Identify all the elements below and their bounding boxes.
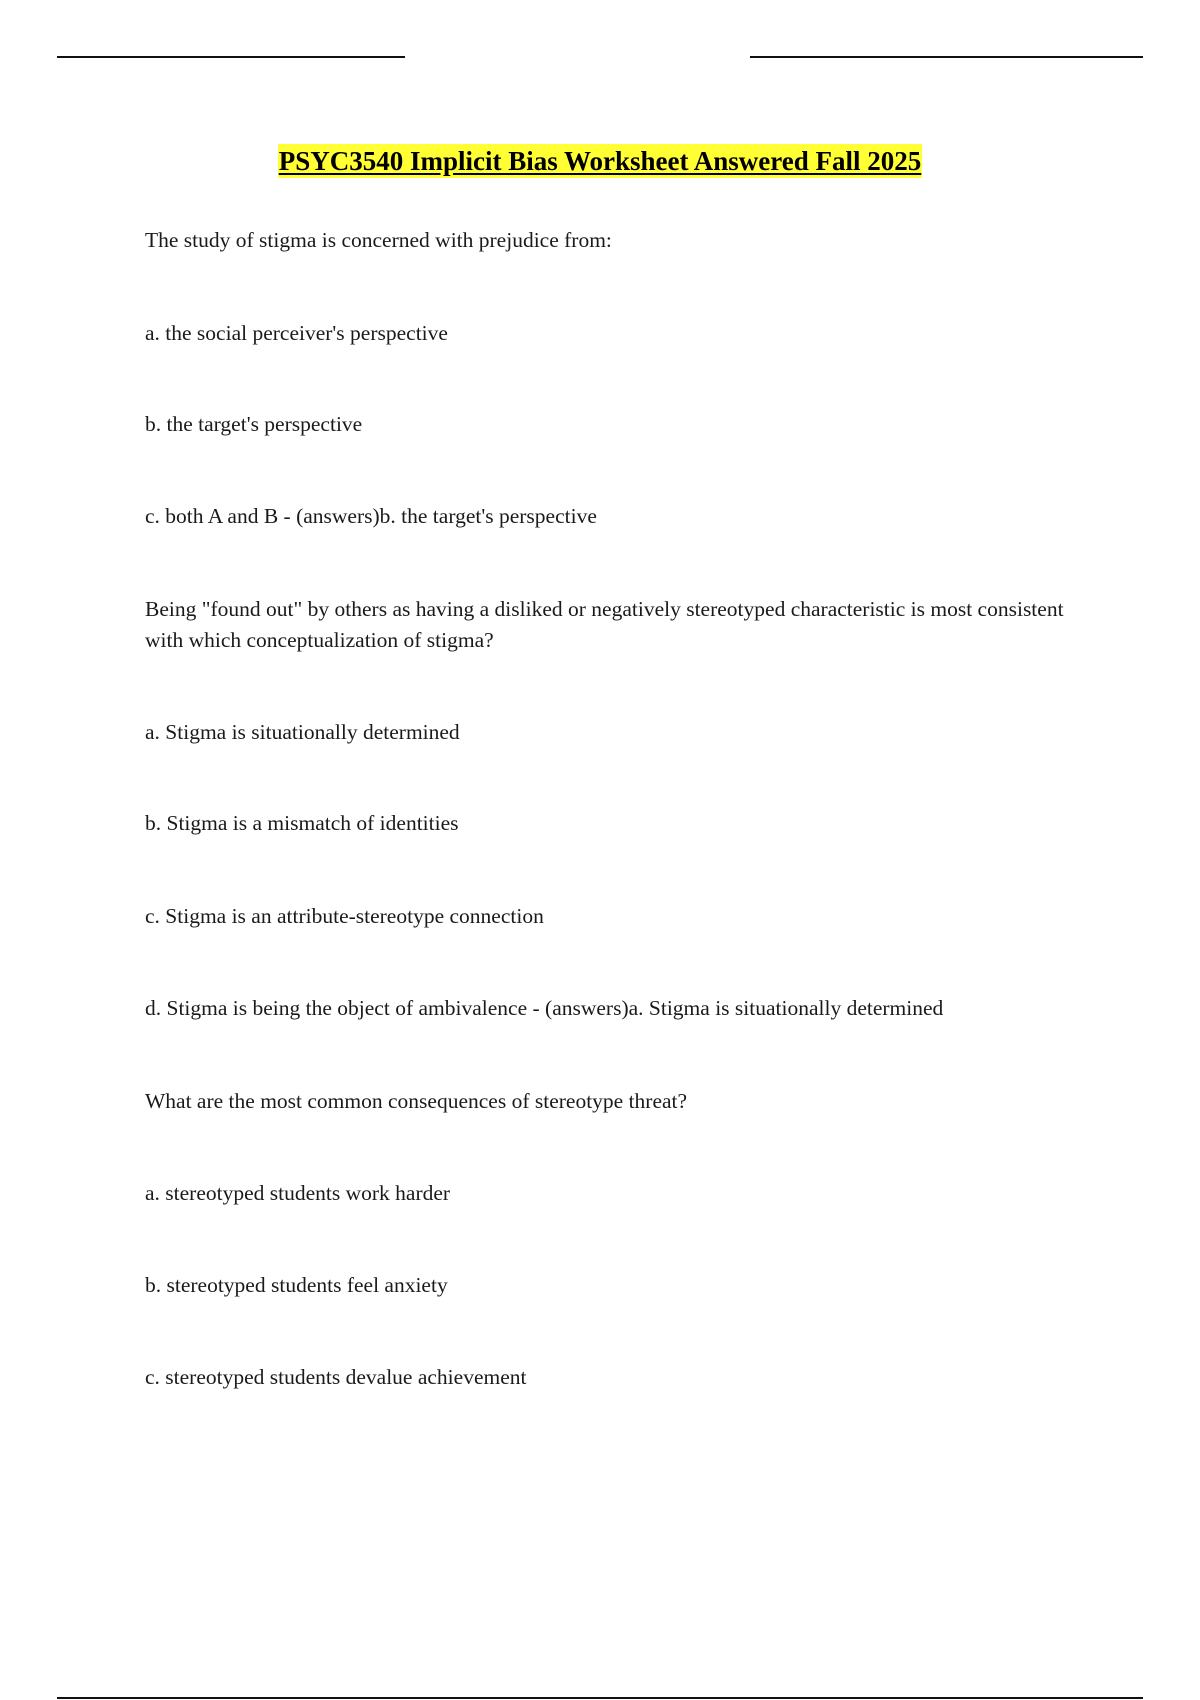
footer-rule [57, 1697, 1143, 1699]
question-3-option-a: a. stereotyped students work harder [145, 1181, 451, 1205]
question-3-option-c: c. stereotyped students devalue achievement [145, 1365, 527, 1389]
question-2-option-a: a. Stigma is situationally determined [145, 720, 460, 744]
question-2-option-d: d. Stigma is being the object of ambivalence - (answers)a. Stigma is situationally determined [145, 996, 944, 1020]
question-1-option-b: b. the target's perspective [145, 412, 363, 436]
question-3-stem: What are the most common consequences of stereotype threat? [145, 1089, 688, 1113]
header-rule-right [750, 56, 1143, 58]
question-2-stem: Being "found out" by others as having a disliked or negatively stereotyped characteristic is most consistent with which conceptualization of stigma? [145, 597, 1064, 652]
question-3-option-b: b. stereotyped students feel anxiety [145, 1273, 448, 1297]
question-2-option-b: b. Stigma is a mismatch of identities [145, 811, 459, 835]
question-1-option-a: a. the social perceiver's perspective [145, 321, 448, 345]
question-2-option-c: c. Stigma is an attribute-stereotype connection [145, 904, 544, 928]
header-rule-left [57, 56, 405, 58]
title-container [0, 144, 1200, 178]
question-1-option-c: c. both A and B - (answers)b. the target's perspective [145, 504, 597, 528]
question-1-stem: The study of stigma is concerned with prejudice from: [145, 228, 612, 252]
page-title: PSYC3540 Implicit Bias Worksheet Answered Fall 2025 [278, 146, 922, 176]
